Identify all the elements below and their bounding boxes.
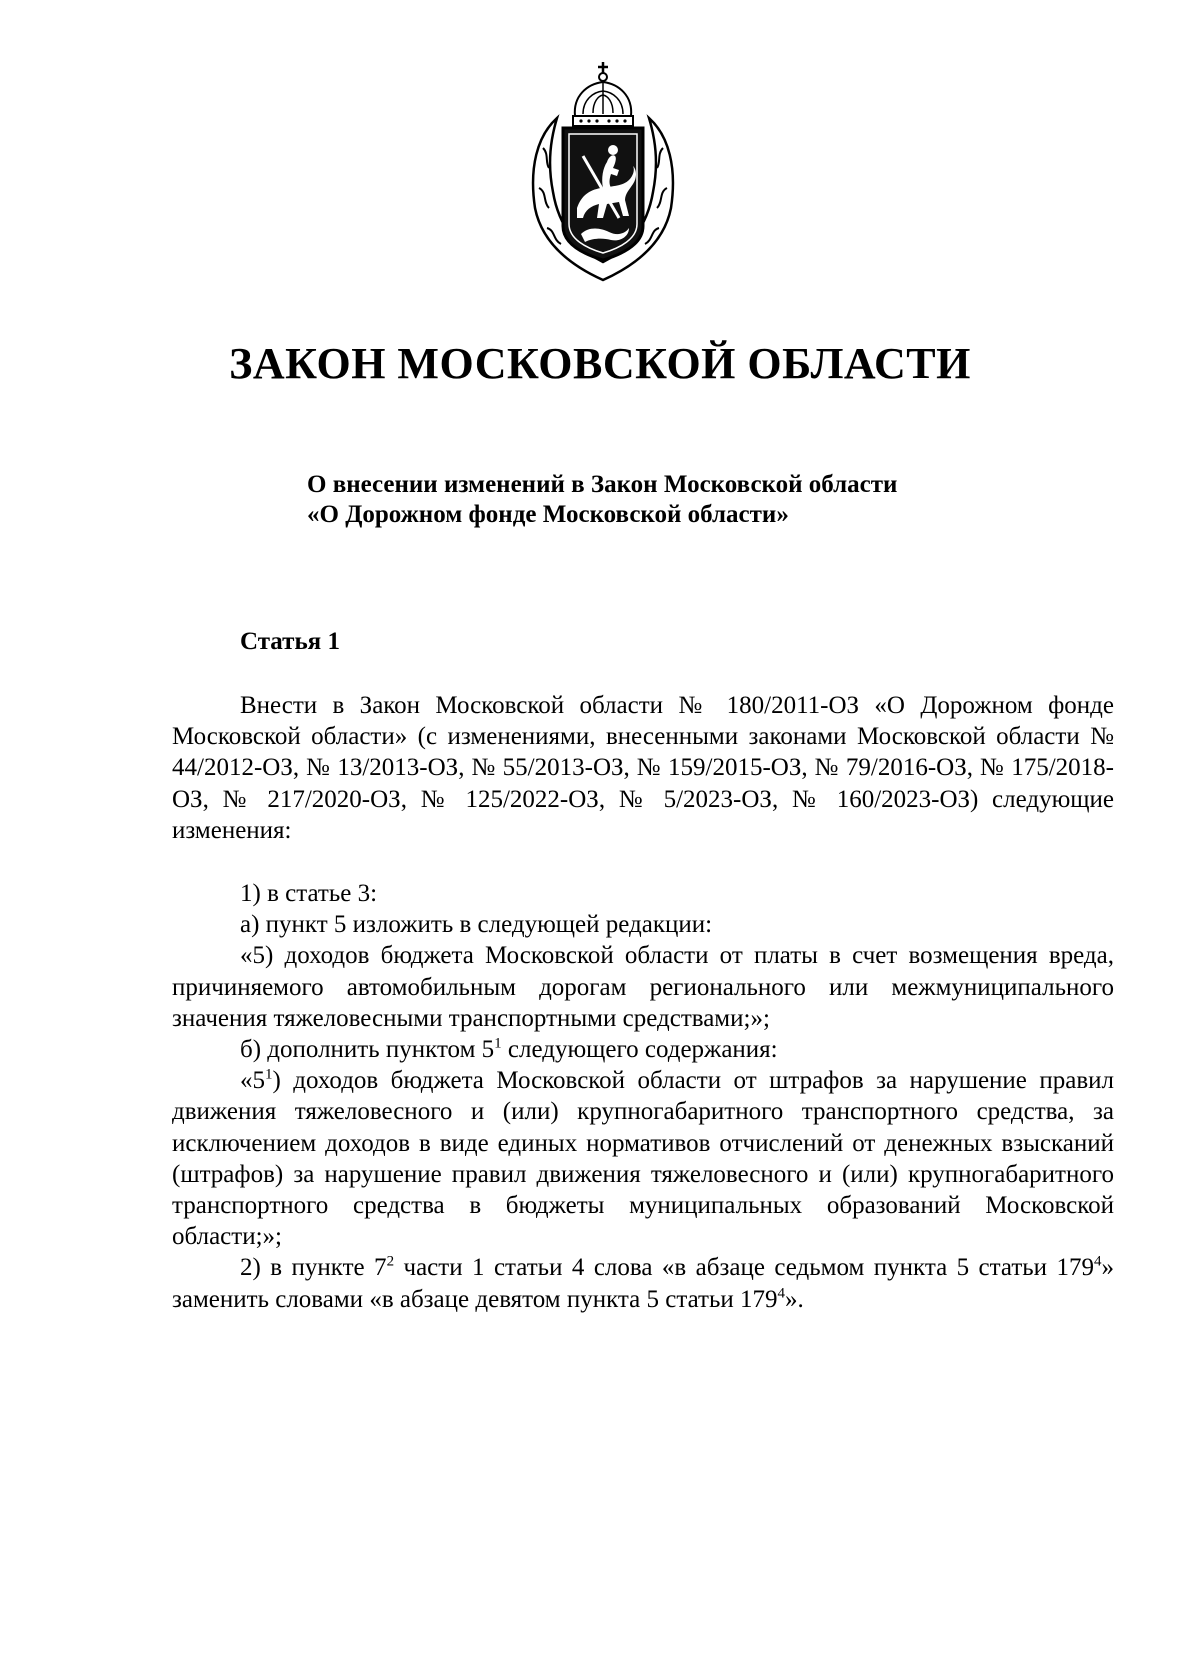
subtitle-line-1: О внесении изменений в Закон Московской области	[307, 471, 898, 498]
subtitle-line-2: «О Дорожном фонде Московской области»	[307, 501, 789, 528]
item-2-text-middle-1: части 1 статьи 4 слова «в абзаце седьмом пункта 5 статьи 179	[394, 1254, 1094, 1282]
law-subtitle	[307, 470, 897, 530]
item-1b-text: б) дополнить пунктом 5	[240, 1036, 495, 1064]
item-2-superscript-3: 4	[777, 1285, 785, 1302]
item-2-text-end: ».	[785, 1285, 804, 1313]
item-2-superscript-1: 2	[386, 1254, 395, 1271]
item-1b-quote-start: «5	[240, 1067, 265, 1095]
item-2-superscript-2: 4	[1093, 1254, 1102, 1271]
item-2-text-middle-2: » заменить словами «в абзаце девятом пункта 5 статьи 179	[172, 1254, 1114, 1313]
item-1-paragraph: 1) в статье 3:	[240, 880, 378, 908]
item-1b-paragraph	[172, 1034, 1114, 1065]
item-2-text-start: 2) в пункте 7	[240, 1254, 387, 1282]
moscow-oblast-coat-of-arms-icon	[523, 58, 683, 286]
item-1a-paragraph: а) пункт 5 изложить в следующей редакции:	[240, 911, 713, 939]
item-1b-text-end: следующего содержания:	[501, 1036, 778, 1064]
item-1b-quote-paragraph	[172, 1065, 1114, 1252]
item-1b-superscript: 1	[494, 1035, 502, 1052]
article-body	[172, 690, 1114, 1315]
intro-paragraph: Внести в Закон Московской области № 180/2011-ОЗ «О Дорожном фонде Московской области» (с изменениями, внесенными законами Московской области № 44/2012-ОЗ, № 13/2013-ОЗ, № 55/2013-ОЗ, № 159/2015-ОЗ, № 79/2016-ОЗ, № 175/2018-ОЗ, № 217/2020-ОЗ, № 125/2022-ОЗ, № 5/2023-ОЗ, № 160/2023-ОЗ) следующие изменения:	[172, 692, 1114, 844]
item-1b-quote-superscript: 1	[265, 1066, 273, 1083]
law-title: ЗАКОН МОСКОВСКОЙ ОБЛАСТИ	[229, 339, 971, 388]
item-2-paragraph	[172, 1252, 1114, 1314]
article-heading: Статья 1	[240, 628, 340, 655]
item-1a-text-paragraph: «5) доходов бюджета Московской области от платы в счет возмещения вреда, причиняемого автомобильным дорогам регионального или межмуниципального значения тяжеловесными транспортными средствами;»;	[172, 942, 1114, 1032]
item-1b-quote-text: ) доходов бюджета Московской области от штрафов за нарушение правил движения тяжеловесного и (или) крупногабаритного транспортного средства, за исключением доходов в виде единых нормативов отчислений от денежных взысканий (штрафов) за нарушение правил движения тяжеловесного и (или) крупногабаритного транспортного средства в бюджеты муниципальных образований Московской области;»;	[172, 1067, 1114, 1251]
